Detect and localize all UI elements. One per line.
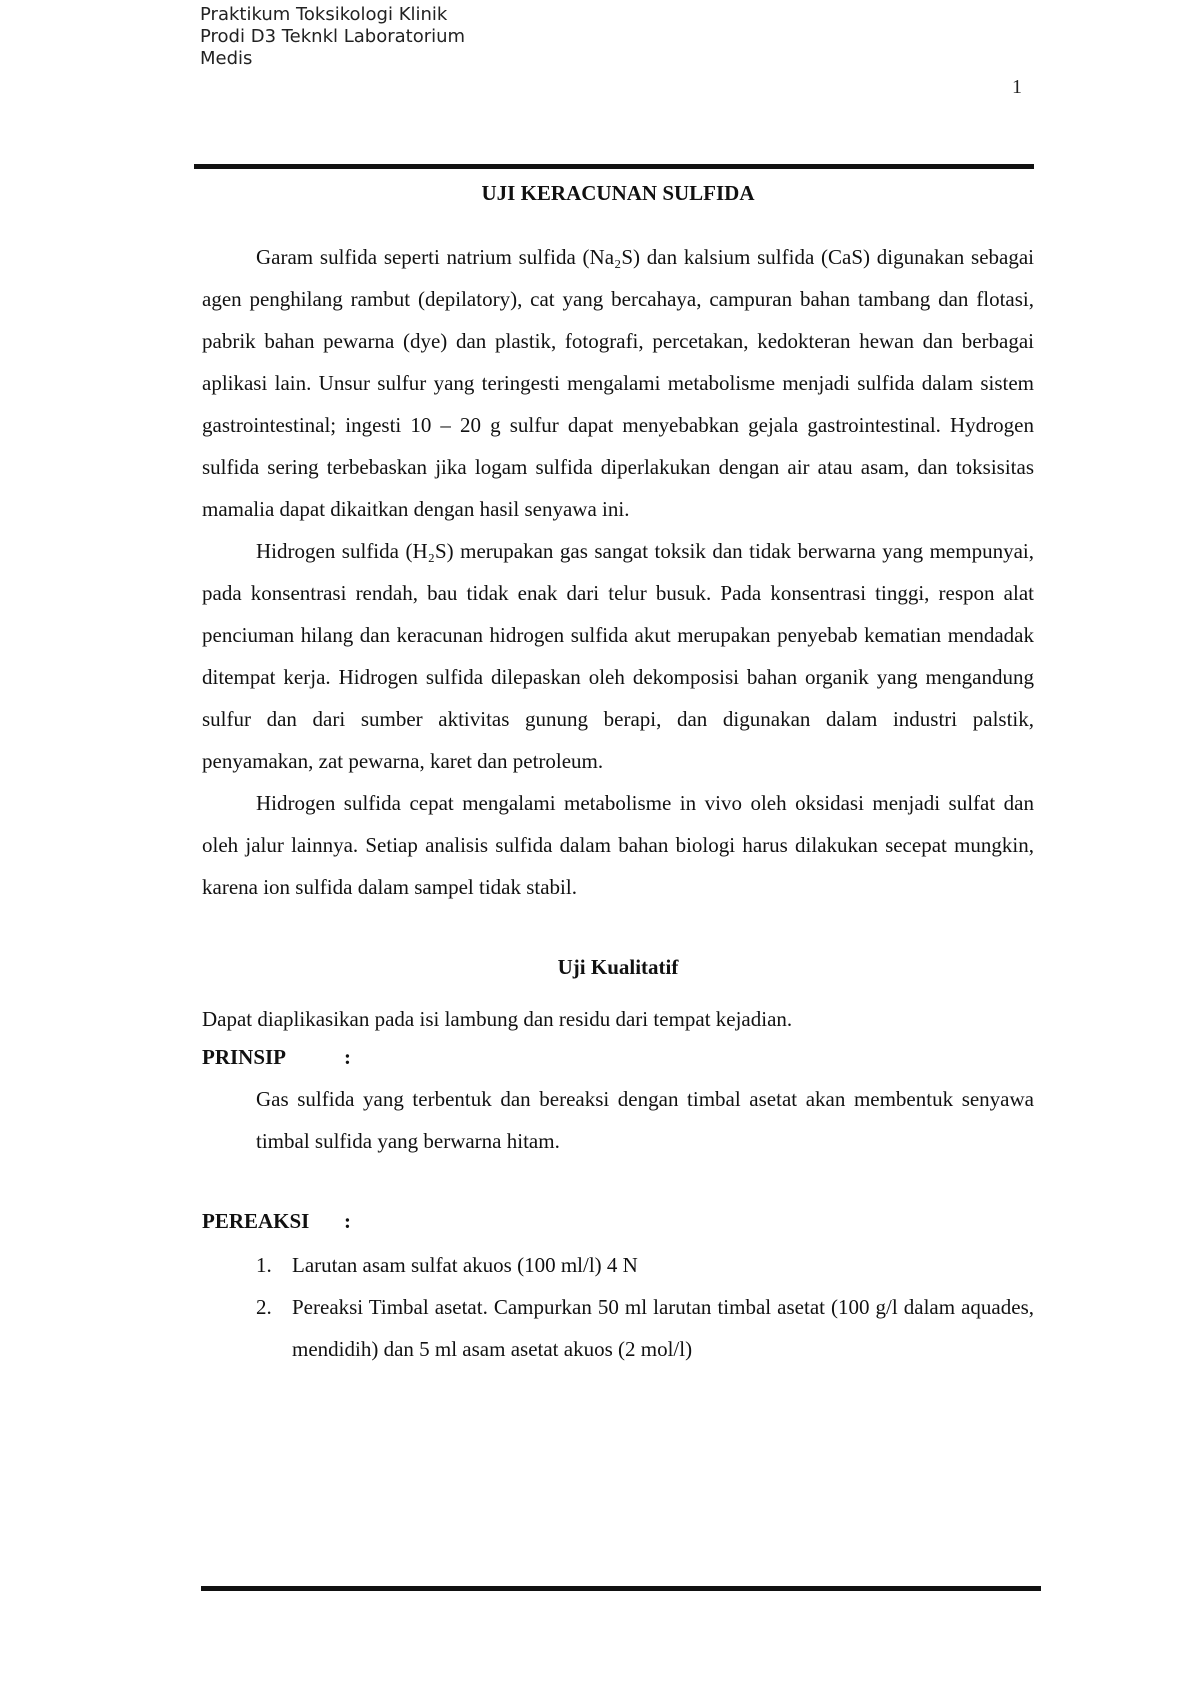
top-rule (194, 164, 1034, 169)
pereaksi-colon: : (344, 1209, 351, 1233)
list-item-text: Larutan asam sulfat akuos (100 ml/l) 4 N (292, 1253, 638, 1277)
bottom-rule (201, 1586, 1041, 1591)
header-line-2: Prodi D3 Teknkl Laboratorium (200, 26, 466, 47)
pereaksi-list (202, 1244, 1034, 1370)
paragraph-1: Garam sulfida seperti natrium sulfida (Na₂S) dan kalsium sulfida (CaS) digunakan sebagai agen penghilang rambut (depilatory), cat yang bercahaya, campuran bahan tambang dan flotasi, pabrik bahan pewarna (dye) dan plastik, fotografi, percetakan, kedokteran hewan dan berbagai aplikasi lain. Unsur sulfur yang teringesti mengalami metabolisme menjadi sulfida dalam sistem gastrointestinal; ingesti 10 – 20 g sulfur dapat menyebabkan gejala gastrointestinal. Hydrogen sulfida sering terbebaskan jika logam sulfida diperlakukan dengan air atau asam, dan toksisitas mamalia dapat dikaitkan dengan hasil senyawa ini. (202, 245, 1034, 521)
prinsip-text: Gas sulfida yang terbentuk dan bereaksi dengan timbal asetat akan membentuk senyawa timbal sulfida yang berwarna hitam. (256, 1087, 1034, 1153)
list-item-number: 2. (256, 1295, 272, 1319)
header-line-3: Medis (200, 48, 253, 69)
page-header (200, 4, 465, 70)
paragraph-3: Hidrogen sulfida cepat mengalami metabolisme in vivo oleh oksidasi menjadi sulfat dan oleh jalur lainnya. Setiap analisis sulfida dalam bahan biologi harus dilakukan secepat mungkin, karena ion sulfida dalam sampel tidak stabil. (202, 791, 1034, 899)
list-item-number: 1. (256, 1253, 272, 1277)
header-line-1: Praktikum Toksikologi Klinik (200, 4, 448, 25)
document-title: UJI KERACUNAN SULFIDA (481, 181, 755, 205)
intro-text: Dapat diaplikasikan pada isi lambung dan residu dari tempat kejadian. (202, 1007, 793, 1031)
pereaksi-heading (202, 1204, 1034, 1238)
document-body (202, 176, 1034, 1370)
list-item (202, 1286, 1034, 1370)
pereaksi-label: PEREAKSI (202, 1209, 310, 1233)
list-item (202, 1244, 1034, 1286)
list-item-text: Pereaksi Timbal asetat. Campurkan 50 ml larutan timbal asetat (100 g/l dalam aquades, mendidih) dan 5 ml asam asetat akuos (2 mol/l) (292, 1295, 1034, 1361)
prinsip-heading (202, 1040, 1034, 1074)
paragraph-2: Hidrogen sulfida (H₂S) merupakan gas sangat toksik dan tidak berwarna yang mempunyai, pada konsentrasi rendah, bau tidak enak dari telur busuk. Pada konsentrasi tinggi, respon alat penciuman hilang dan keracunan hidrogen sulfida akut merupakan penyebab kematian mendadak ditempat kerja. Hidrogen sulfida dilepaskan oleh dekomposisi bahan organik yang mengandung sulfur dan dari sumber aktivitas gunung berapi, dan digunakan dalam industri palstik, penyamakan, zat pewarna, karet dan petroleum. (202, 539, 1034, 773)
page-number: 1 (1012, 76, 1022, 98)
prinsip-label: PRINSIP (202, 1045, 287, 1069)
section-subtitle: Uji Kualitatif (557, 955, 679, 979)
prinsip-colon: : (344, 1045, 351, 1069)
